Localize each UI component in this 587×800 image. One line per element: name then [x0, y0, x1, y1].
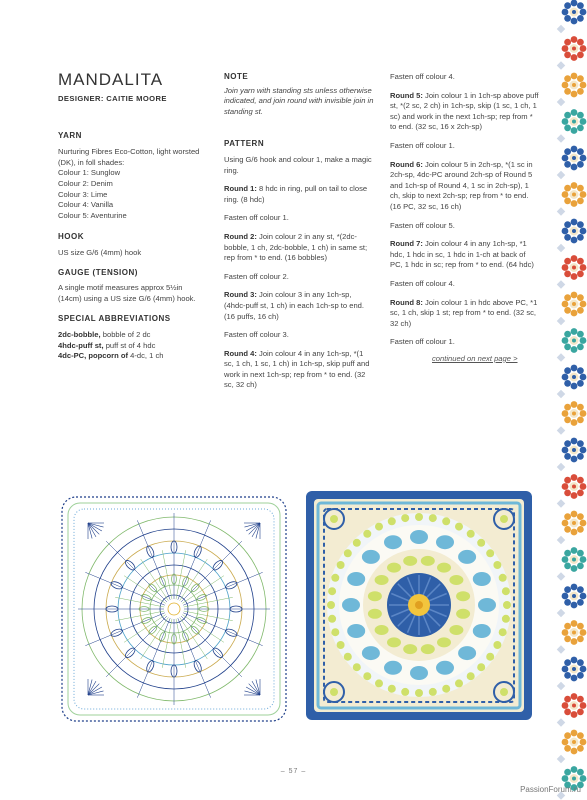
- fasten-off-instruction: Fasten off colour 1.: [390, 140, 455, 150]
- motif-photo: [306, 491, 532, 720]
- decorative-tile-strip: [554, 0, 587, 800]
- round-instruction: Round 8: Join colour 1 in hdc above PC, *1 sc, 1 ch, skip 1 st; rep from * to end. (32 sc, 32 ch): [390, 297, 538, 328]
- round-instruction: Round 1: 8 hdc in ring, pull on tail to close ring. (8 hdc): [224, 184, 368, 204]
- hook-text: US size G/6 (4mm) hook: [58, 247, 142, 257]
- fasten-off-instruction: Fasten off colour 4.: [390, 72, 455, 81]
- round-instruction: Round 3: Join colour 3 in any 1ch-sp, (4hdc-puff st, 1 ch) in each 1ch-sp to end. (16 puffs, 16 ch): [224, 290, 365, 321]
- yarn-colour-2: Colour 2: Denim: [58, 178, 113, 188]
- round-instruction: Round 2: Join colour 2 in any st, *(2dc-bobble, 1 ch, 2dc-bobble, 1 ch) in same st; rep from * to end. (16 bobbles): [224, 231, 368, 263]
- round-instruction: Round 6: Join colour 5 in 2ch-sp, *(1 sc in 2ch-sp, 4dc-PC around 2ch-sp of Round 5 and 1ch-sp of Round 4, 1 sc in 2ch-sp), 1 ch, skip to next 2ch-sp; rep from * to end. (16 PC, 32 sc, 16 ch): [390, 159, 533, 211]
- fasten-off-instruction: Fasten off colour 1.: [390, 337, 455, 347]
- pattern-heading: PATTERN: [224, 139, 265, 149]
- gauge-text: A single motif measures approx 5½in (14cm) using a US size G/6 (4mm) hook.: [58, 283, 196, 303]
- round-instruction: Round 5: Join colour 1 in 1ch-sp above puff st, *(2 sc, 2 ch) in 1ch-sp, skip (1 sc, 1 ch, 1 sc) and work in the next 1ch-sp; rep from * to end. (32 sc, 16 x 2ch-sp): [390, 90, 539, 132]
- fasten-off-instruction: Fasten off colour 3.: [224, 330, 289, 340]
- page-title: MANDALITA: [58, 70, 164, 89]
- yarn-heading: YARN: [58, 130, 82, 140]
- abbreviation-item: 4hdc-puff st, puff st of 4 hdc: [58, 340, 156, 350]
- page-number: – 57 –: [280, 768, 307, 775]
- fasten-off-instruction: Fasten off colour 1.: [224, 213, 289, 223]
- abbreviation-item: 4dc-PC, popcorn of 4-dc, 1 ch: [58, 351, 164, 361]
- yarn-text: Nurturing Fibres Eco-Cotton, light worsted (DK), in foll shades:: [58, 147, 200, 167]
- left-column: [58, 70, 208, 362]
- round-instruction: Round 4: Join colour 4 in any 1ch-sp, *(1 sc, 1 ch, 1 sc, 1 ch) in 1ch-sp, skip puff and work in next 1ch-sp; rep from * to end. (32 sc, 32 ch): [224, 348, 370, 390]
- fasten-off-instruction: Fasten off colour 2.: [224, 271, 289, 281]
- yarn-colour-3: Colour 3: Lime: [58, 189, 108, 199]
- note-heading: NOTE: [224, 72, 249, 81]
- hook-heading: HOOK: [58, 232, 84, 242]
- note-text: Join yarn with standing sts unless otherwise indicated, and join round with invisible join in standing st.: [224, 85, 374, 116]
- round-instruction: Round 7: Join colour 4 in any 1ch-sp, *1 hdc, 1 hdc in sc, 1 hdc in 1-ch at back of PC, 1 hdc in sc; rep from * to end. (64 hdc): [390, 239, 534, 270]
- right-column: [390, 72, 540, 364]
- yarn-colour-4: Colour 4: Vanilla: [58, 200, 114, 210]
- designer-credit: DESIGNER: CAITIE MOORE: [58, 94, 167, 103]
- gauge-heading: GAUGE (TENSION): [58, 267, 138, 277]
- middle-column: [224, 72, 374, 391]
- abbreviation-item: 2dc-bobble, bobble of 2 dc: [58, 329, 151, 339]
- yarn-colour-1: Colour 1: Sunglow: [58, 168, 121, 178]
- watermark: PassionForum.ru: [520, 785, 581, 794]
- yarn-colour-5: Colour 5: Aventurine: [58, 210, 127, 220]
- crochet-chart-diagram: [58, 493, 290, 725]
- fasten-off-instruction: Fasten off colour 5.: [390, 220, 455, 230]
- abbreviations-heading: SPECIAL ABBREVIATIONS: [58, 314, 171, 324]
- fasten-off-instruction: Fasten off colour 4.: [390, 278, 455, 288]
- continued-link[interactable]: continued on next page >: [432, 353, 518, 363]
- pattern-intro: Using G/6 hook and colour 1, make a magic ring.: [224, 154, 372, 175]
